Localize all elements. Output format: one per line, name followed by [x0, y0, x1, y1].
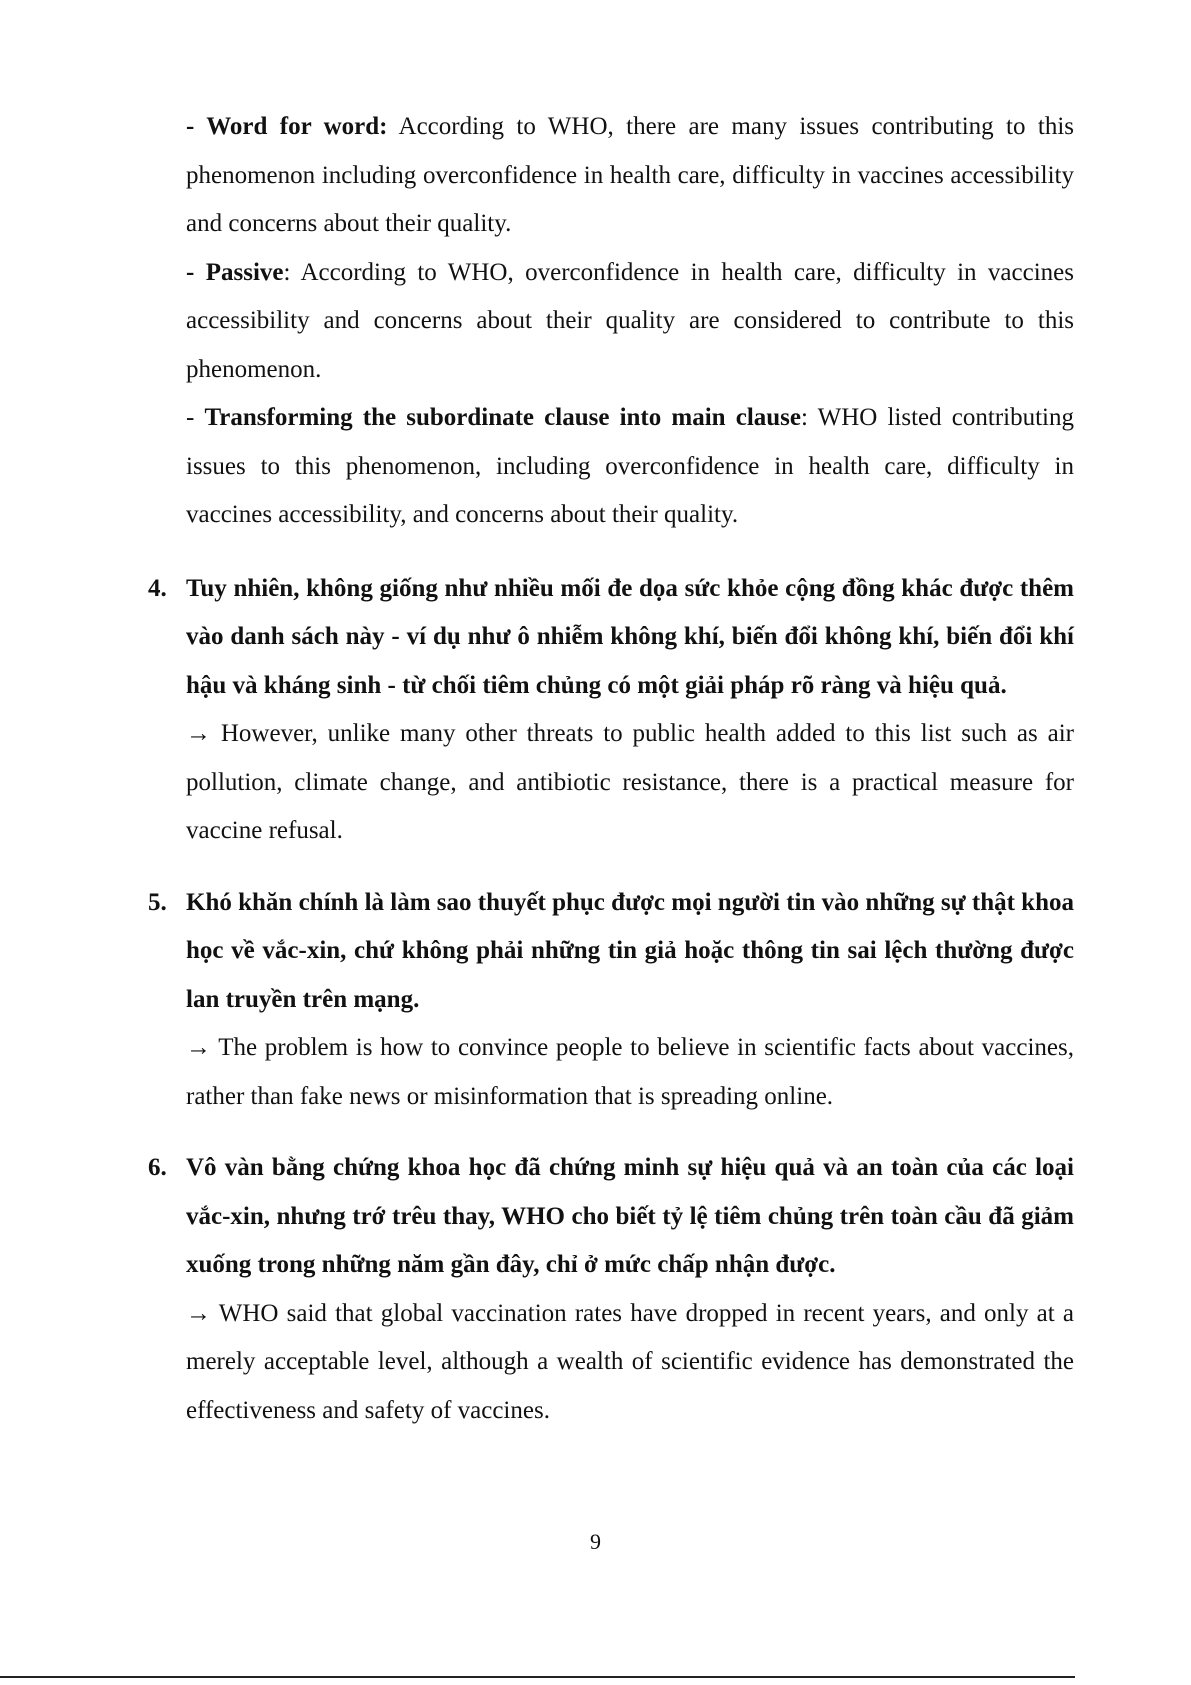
vietnamese-sentence: Tuy nhiên, không giống như nhiều mối đe dọa sức khỏe cộng đồng khác được thêm vào danh sách này - ví dụ như ô nhiễm không khí, biến đổi không khí, biến đổi khí hậu và kháng sinh - từ chối tiêm chủng có một giải pháp rõ ràng và hiệu quả. [186, 574, 1074, 699]
list-item-5 [148, 879, 1074, 1122]
list-item-number: 5. [148, 888, 167, 916]
transforming-label: Transforming the subordinate clause into main clause [204, 404, 801, 431]
vietnamese-sentence: Vô vàn bằng chứng khoa học đã chứng minh sự hiệu quả và an toàn của các loại vắc-xin, nhưng trớ trêu thay, WHO cho biết tỷ lệ tiêm chủng trên toàn cầu đã giảm xuống trong những năm gần đây, chỉ ở mức chấp nhận được. [186, 1154, 1074, 1278]
english-translation: → The problem is how to convince people to believe in scientific facts about vaccines, rather than fake news or misinformation that is spreading online. [186, 1034, 1074, 1110]
list-item-number: 4. [148, 574, 167, 602]
passive-paragraph [186, 249, 1074, 395]
transforming-text: : WHO listed contributing issues to this phenomenon, including overconfidence in health care, difficulty in vaccines accessibility, and concerns about their quality. [186, 404, 1074, 528]
passive-label: - Passive [186, 258, 284, 286]
passive-text: : According to WHO, overconfidence in health care, difficulty in vaccines accessibility and concerns about their quality are considered to contribute to this phenomenon. [186, 258, 1074, 383]
word-for-word-text: According to WHO, there are many issues contributing to this phenomenon including overconfidence in health care, difficulty in vaccines accessibility and concerns about their quality. [186, 113, 1074, 237]
page-content [148, 103, 1074, 1435]
transforming-prefix: - [186, 404, 205, 431]
word-for-word-label: - Word for word: [186, 113, 388, 140]
list-item-6 [148, 1144, 1074, 1435]
word-for-word-paragraph [186, 103, 1074, 249]
list-item-4 [148, 565, 1074, 856]
english-translation: → However, unlike many other threats to public health added to this list such as air pollution, climate change, and antibiotic resistance, there is a practical measure for vaccine refusal. [186, 720, 1074, 844]
transforming-paragraph [186, 394, 1074, 540]
list-item-number: 6. [148, 1154, 167, 1181]
bottom-divider [0, 1676, 1075, 1678]
vietnamese-sentence: Khó khăn chính là làm sao thuyết phục được mọi người tin vào những sự thật khoa học về vắc-xin, chứ không phải những tin giả hoặc thông tin sai lệch thường được lan truyền trên mạng. [186, 888, 1074, 1013]
english-translation: → WHO said that global vaccination rates have dropped in recent years, and only at a merely acceptable level, although a wealth of scientific evidence has demonstrated the effectiveness and safety of vaccines. [186, 1299, 1074, 1424]
page-number: 9 [590, 1529, 601, 1554]
